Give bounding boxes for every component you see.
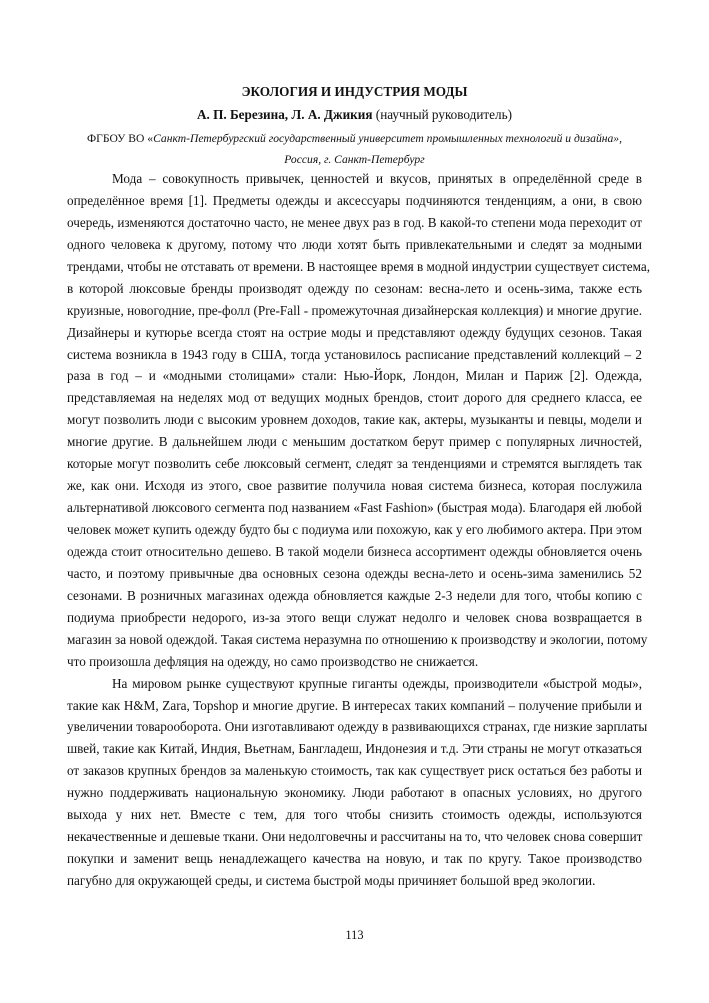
text-line: система возникла в 1943 году в США, тогда установилось расписание представлений коллекций – 2 <box>67 346 642 362</box>
text-line: пагубно для окружающей среды, и система быстрой моды причиняет большой вред экологии. <box>67 873 596 888</box>
text-line: трендами, чтобы не отставать от времени. В настоящее время в модной индустрии существует система, <box>67 258 651 274</box>
text-line: же, как они. Исходя из этого, свое развитие получила новая система бизнеса, которая послужила <box>67 478 642 494</box>
paragraph <box>67 673 648 892</box>
text-line: от заказов крупных брендов за маленькую стоимость, так как существует риск остаться без работы и <box>67 763 642 779</box>
text-line: швей, такие как Китай, Индия, Вьетнам, Бангладеш, Индонезия и т.д. Эти страны не могут отказаться <box>67 741 642 757</box>
article-body <box>67 168 651 892</box>
article-title: ЭКОЛОГИЯ И ИНДУСТРИЯ МОДЫ <box>241 84 468 99</box>
text-line: часто, и поэтому привычные два основных сезона одежды весна-лето и осень-зима заменились 52 <box>67 565 642 581</box>
text-line: увеличении товарооборота. Они изготавливают одежду в развивающихся странах, где низкие зарплаты <box>67 719 648 735</box>
text-line: подиума приобрести недорого, из-за этого вещи служат недолго и человек снова возвращается в <box>67 609 642 625</box>
text-line: некачественные и дешевые ткани. Они недолговечны и рассчитаны на то, что человек снова совершит <box>67 829 643 845</box>
text-line: нужно поддерживать национальную экономику. Люди работают в опасных условиях, но другого <box>67 785 642 801</box>
text-line: магазин за новой одеждой. Такая система неразумна по отношению к производству и экологии, потому <box>67 631 648 647</box>
text-line: Мода – совокупность привычек, ценностей и вкусов, принятых в определённой среде в <box>112 171 642 186</box>
author-names: А. П. Березина, Л. А. Джикия <box>196 107 373 122</box>
affiliation-line-1 <box>62 128 647 149</box>
text-line: Дизайнеры и кутюрье всегда стоят на острие моды и представляют одежду будущих сезонов. Такая <box>67 324 642 340</box>
text-line: которые могут позволить себе люксовый сегмент, следят за тенденциями и стремятся выглядеть так <box>67 456 642 472</box>
text-line: альтернативой люксового сегмента под названием «Fast Fashion» (быстрая мода). Благодаря ей любой <box>67 500 642 516</box>
supervisor-note: (научный руководитель) <box>372 107 512 122</box>
text-line: могут позволить люди с высоким уровнем доходов, такие как, актеры, музыканты и певцы, модели и <box>67 412 642 428</box>
authors-line <box>0 107 709 123</box>
page-number: 113 <box>345 928 364 942</box>
affiliation-prefix: ФГБОУ ВО « <box>87 132 154 145</box>
affiliation-name: Санкт-Петербургский государственный университет промышленных технологий и дизайна», <box>153 132 622 145</box>
text-line: представляемая на неделях мод от ведущих модных брендов, стоит дорого для среднего класса, ее <box>67 390 642 406</box>
text-line: что произошла дефляция на одежду, но само производство не снижается. <box>67 653 479 669</box>
text-line: человек может купить одежду будто бы с подиума или похожую, как у его любимого актера. При этом <box>67 522 642 537</box>
text-line: многие другие. В дальнейшем люди с меньшим достатком берут пример с популярных личностей, <box>67 434 642 450</box>
paragraph <box>67 168 651 673</box>
text-line: такие как H&M, Zara, Topshop и многие другие. В интересах таких компаний – получение прибыли и <box>67 697 642 713</box>
text-line: покупки и заменит вещь ненадлежащего качества на новую, и так по кругу. Такое производство <box>67 851 642 867</box>
text-line: На мировом рынке существуют крупные гиганты одежды, производители «быстрой моды», <box>112 675 642 691</box>
text-line: очередь, изменяются достаточно часто, не менее двух раз в год. В какой-то степени мода переходит от <box>67 214 642 230</box>
text-line: сезонами. В розничных магазинах одежда обновляется каждые 2-3 недели для того, чтобы копию с <box>67 587 642 603</box>
text-line: в которой люксовые бренды производят одежду по сезонам: весна-лето и осень-зима, также есть <box>67 280 642 296</box>
text-line: выхода у них нет. Вместе с тем, для того чтобы снизить стоимость одежды, используются <box>67 807 642 823</box>
affiliation <box>62 128 647 170</box>
text-line: одежда стоит относительно дешево. В такой модели бизнеса ассортимент одежды обновляется очень <box>67 543 642 559</box>
text-line: определённое время [1]. Предметы одежды и аксессуары подчиняются тенденциям, а они, в свою <box>67 192 642 208</box>
text-line: одного человека к другому, потому что люди хотят быть привлекательными и следят за модными <box>67 236 642 252</box>
text-line: круизные, новогодние, пре-фолл (Pre-Fall - промежуточная дизайнерская коллекция) и многие другие. <box>67 302 642 318</box>
text-line: раза в год – и «модными столицами» стали: Нью-Йорк, Лондон, Милан и Париж [2]. Одежда, <box>67 368 642 384</box>
affiliation-city: Россия, г. Санкт-Петербург <box>284 153 425 166</box>
